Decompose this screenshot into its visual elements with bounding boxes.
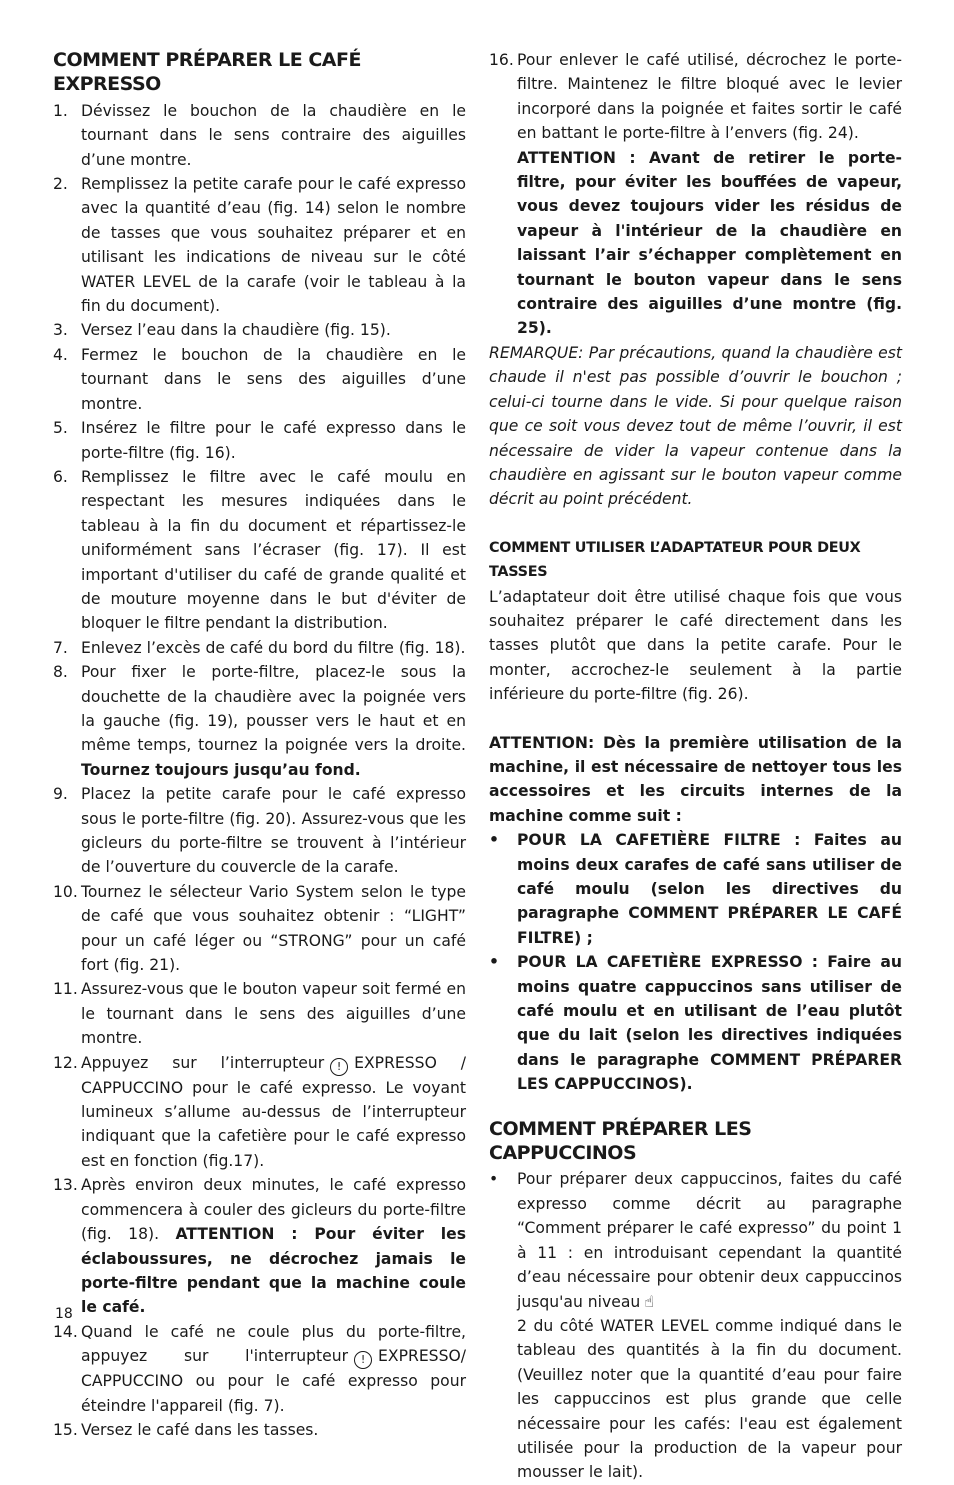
- list-item: [53, 172, 466, 318]
- list-item: [489, 1167, 902, 1484]
- attention-paragraph: ATTENTION: Dès la première utilisation de la machine, il est nécessaire de nettoyer tous les accessoires et les circuits internes de la machine comme suit :: [489, 733, 902, 825]
- step-text: EXPRESSO / CAPPUCCINO pour le café expresso. Le voyant lumineux s’allume au-dessus de l’interrupteur indiquant que la cafetière pour le café expresso est en fonction (fig.17).: [81, 1053, 466, 1170]
- espresso-steps: [53, 99, 466, 1443]
- step-text: Versez l’eau dans la chaudière (fig. 15).: [81, 321, 391, 340]
- step-text: Assurez-vous que le bouton vapeur soit fermé en le tournant dans le sens des aiguilles d’une montre.: [81, 980, 466, 1048]
- step-number: 14.: [53, 1322, 78, 1341]
- step-text: Pour fixer le porte-filtre, placez-le sous la douchette de la chaudière avec la poignée vers la gauche (fig. 19), pousser vers le haut et en même temps, tournez la poignée vers la droite.: [81, 663, 466, 755]
- hand-pointer-icon: ☝: [644, 1291, 655, 1311]
- step-text: Versez le café dans les tasses.: [81, 1420, 319, 1439]
- step-text: Fermez le bouchon de la chaudière en le tournant dans le sens des aiguilles d’une montre.: [81, 345, 466, 413]
- step-text: Insérez le filtre pour le café expresso dans le porte-filtre (fig. 16).: [81, 419, 466, 462]
- step-number: 9.: [53, 785, 68, 804]
- step-number: 8.: [53, 663, 68, 682]
- step-number: 12.: [53, 1053, 78, 1072]
- step-text: Appuyez sur l’interrupteur: [81, 1053, 325, 1072]
- bullet-text: POUR LA CAFETIÈRE FILTRE : Faites au moins deux carafes de café sans utiliser de café moulu (selon les directives du paragraphe COMMENT PRÉPARER LE CAFÉ FILTRE) ;: [517, 831, 902, 947]
- page-number: 18: [55, 1306, 73, 1322]
- list-item: [53, 318, 466, 342]
- list-item: [53, 1051, 466, 1174]
- step-text: Tournez le sélecteur Vario System selon le type de café que vous souhaitez obtenir : “LIGHT” pour un café léger ou “STRONG” pour un café fort (fig. 21).: [81, 882, 466, 975]
- section-heading-cappuccino: COMMENT PRÉPARER LES CAPPUCCINOS: [489, 1117, 752, 1165]
- step-text: Quand le café ne coule plus du porte-filtre, appuyez sur l'interrupteur: [81, 1322, 466, 1366]
- list-item: [53, 660, 466, 782]
- step-bold-text: Tournez toujours jusqu’au fond.: [81, 760, 361, 779]
- step-text: Placez la petite carafe pour le café expresso sous le porte-filtre (fig. 20). Assurez-vous que les gicleurs du porte-filtre se trouvent à l’intérieur de l’ouverture du couvercle de la carafe.: [81, 785, 466, 877]
- step-number: 3.: [53, 321, 68, 340]
- adapter-paragraph: L’adaptateur doit être utilisé chaque fois que vous souhaitez préparer le café directement dans les tasses plutôt que dans la petite carafe. Pour le monter, accrochez-le seulement à la partie inférieure du porte-filtre (fig. 26).: [489, 587, 902, 704]
- step-text: Enlevez l’excès de café du bord du filtre (fig. 18).: [81, 638, 466, 657]
- step-bold-text: ATTENTION : Pour éviter les éclaboussures, ne décrochez jamais le porte-filtre pendant que la machine coule le café.: [81, 1225, 466, 1317]
- list-item: [53, 1418, 466, 1442]
- list-item: [53, 977, 466, 1050]
- step-text: EXPRESSO/ CAPPUCCINO ou pour le café expresso pour éteindre l'appareil (fig. 7).: [81, 1347, 466, 1415]
- step-number: 1.: [53, 101, 68, 120]
- list-item: [53, 465, 466, 636]
- step-text: Remplissez le filtre avec le café moulu en respectant les mesures indiquées dans le tableau à la fin du document et répartissez-le uniformément sans l’écraser (fig. 17). Il est important d'utiliser du café de grande qualité et de mouture moyenne dans le but d'éviter de bloquer le filtre pendant la distribution.: [81, 467, 466, 633]
- step-number: 13.: [53, 1176, 78, 1195]
- step-number: 10.: [53, 882, 78, 901]
- list-item: [489, 48, 902, 341]
- step-text: Après environ deux minutes, le café expresso commencera à couler des gicleurs du porte-filtre (fig. 18).: [81, 1176, 466, 1244]
- list-item: [53, 782, 466, 880]
- power-switch-icon: !: [354, 1351, 372, 1369]
- list-item: [489, 828, 902, 950]
- step-number: 7.: [53, 638, 68, 657]
- cleaning-bullets: [489, 828, 902, 1096]
- step-number: 2.: [53, 175, 68, 194]
- bullet-text: POUR LA CAFETIÈRE EXPRESSO : Faire au moins quatre cappuccinos sans utiliser de café moulu et en utilisant de l’eau plutôt que du lait (selon les directives indiquées dans le paragraphe COMMENT PRÉPARER LES CAPPUCCINOS).: [517, 953, 902, 1094]
- list-item: [53, 1320, 466, 1418]
- bullet-text: Pour préparer deux cappuccinos, faites du café expresso comme décrit au paragraphe “Comment préparer le café expresso” du point 1 à 11 : en introduisant cependant la quantité d’eau nécessaire pour obtenir deux cappuccinos jusqu'au niveau: [517, 1170, 902, 1311]
- list-item: [53, 99, 466, 172]
- bullet-icon: •: [489, 1170, 499, 1189]
- step-number: 15.: [53, 1420, 78, 1439]
- step-bold-text: ATTENTION : Avant de retirer le porte-filtre, pour éviter les bouffées de vapeur, vous devez toujours vider les résidus de vapeur à l'intérieur de la chaudière en laissant l’air s’échapper complètement en tournant le bouton vapeur dans le sens contraire des aiguilles d’une montre (fig. 25).: [517, 148, 902, 338]
- left-column: [53, 48, 466, 1442]
- step-number: 11.: [53, 980, 78, 999]
- power-switch-icon: !: [330, 1058, 348, 1076]
- list-item: [53, 416, 466, 465]
- bullet-icon: •: [489, 953, 499, 972]
- list-item: [53, 636, 466, 660]
- list-item: [53, 880, 466, 978]
- espresso-steps-continued: [489, 48, 902, 341]
- section-heading-espresso: COMMENT PRÉPARER LE CAFÉ EXPRESSO: [53, 49, 361, 96]
- right-column: [489, 48, 902, 1485]
- list-item: [53, 343, 466, 416]
- bullet-text: 2 du côté WATER LEVEL comme indiqué dans le tableau des quantités à la fin du document. (Veuillez noter que la quantité d’eau pour faire les cappuccinos est plus grande que celle nécessaire pour les cafés: l'eau est également utilisée pour la production de la vapeur pour mousser le lait).: [517, 1316, 902, 1482]
- step-text: Dévissez le bouchon de la chaudière en le tournant dans le sens contraire des aiguilles d’une montre.: [81, 101, 466, 169]
- remark-paragraph: REMARQUE: Par précautions, quand la chaudière est chaude il n'est pas possible d’ouvrir le bouchon ; celui-ci tourne dans le vide. Si pour quelque raison que ce soit vous devez tout de même l’ouvrir, il est nécessaire de vider la vapeur contenue dans la chaudière en agissant sur le bouton vapeur comme décrit au point précédent.: [489, 343, 902, 509]
- step-number: 6.: [53, 467, 68, 486]
- list-item: [53, 1173, 466, 1319]
- step-text: Pour enlever le café utilisé, décrochez le porte-filtre. Maintenez le filtre bloqué avec le levier incorporé dans la poignée et faites sortir le café en battant le porte-filtre à l’envers (fig. 24).: [517, 51, 902, 143]
- step-number: 16.: [489, 51, 514, 69]
- step-number: 4.: [53, 345, 68, 364]
- step-number: 5.: [53, 419, 68, 438]
- section-heading-adapter: COMMENT UTILISER L’ADAPTATEUR POUR DEUX TASSES: [489, 539, 861, 581]
- bullet-icon: •: [489, 831, 499, 850]
- list-item: [489, 950, 902, 1096]
- step-text: Remplissez la petite carafe pour le café expresso avec la quantité d’eau (fig. 14) selon le nombre de tasses que vous souhaitez préparer et en utilisant les indications de niveau sur le côté WATER LEVEL de la carafe (voir le tableau à la fin du document).: [81, 175, 466, 316]
- cappuccino-bullets: [489, 1167, 902, 1484]
